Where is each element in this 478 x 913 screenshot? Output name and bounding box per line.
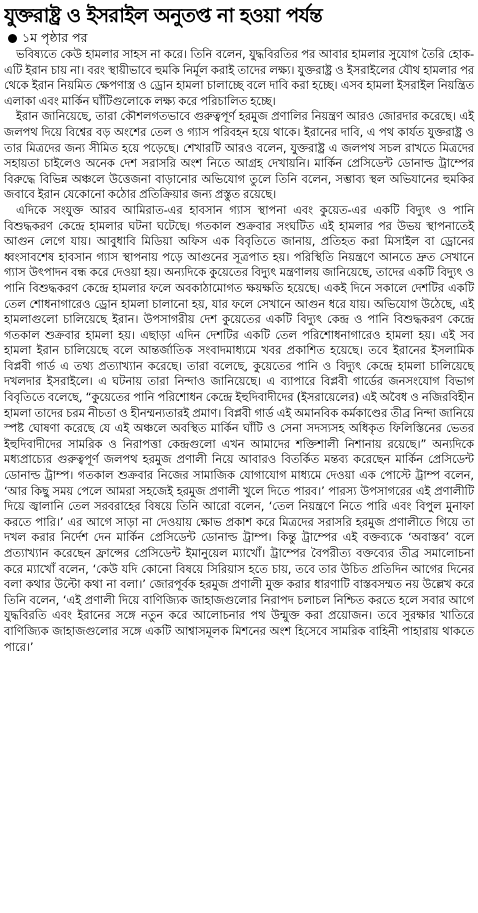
article-paragraph: ভবিষ্যতে কেউ হামলার সাহস না করে। তিনি বলেন, যুদ্ধবিরতির পর আবার হামলার সুযোগ তৈরি হোক- এটি ইরান চায় না। বরং স্থায়ীভাবে হুমকি নির্মূল করাই তাদের লক্ষ্য। যুক্তরাষ্ট্র ও ইসরাইলের যৌথ হামলার পর থেকে ইরান নিয়মিত ক্ষেপণাস্ত্র ও ড্রোন হামলা চালাচ্ছে বলে দাবি করা হচ্ছে। এসব হামলা ইসরাইল নিয়ন্ত্রিত এলাকা এবং মার্কিন ঘাঁটিগুলোকে লক্ষ্য করে পরিচালিত হচ্ছে। bbox=[4, 47, 474, 108]
headline: যুক্তরাষ্ট্র ও ইসরাইল অনুতপ্ত না হওয়া পর্যন্ত bbox=[4, 4, 323, 27]
bullet-icon bbox=[8, 34, 17, 43]
article-paragraph: এদিকে সংযুক্ত আরব আমিরাত-এর হাবসান গ্যাস স্থাপনা এবং কুয়েত-এর একটি বিদ্যুৎ ও পানি বিশুদ্ধকরণ কেন্দ্রে হামলার ঘটনা ঘটেছে। গতকাল শুক্রবার সংঘটিত এই হামলার পর উভয় স্থাপনাতেই আগুন লেগে যায়। আবুধাবি মিডিয়া অফিস এক বিবৃতিতে জানায়, প্রতিহত করা মিসাইল বা ড্রোনের ধ্বংসাবশেষ হাবসান গ্যাস স্থাপনায় পড়ে আগুনের সূত্রপাত হয়। পরিস্থিতি নিয়ন্ত্রণে আনতে দ্রুত সেখানে গ্যাস উৎপাদন বন্ধ করে দেওয়া হয়। অন্যদিকে কুয়েতের বিদ্যুৎ মন্ত্রণালয় জানিয়েছে, তাদের একটি বিদ্যুৎ ও পানি বিশুদ্ধকরণ কেন্দ্রে হামলার ফলে অবকাঠামোগত ক্ষয়ক্ষতি হয়েছে। একই দিনে সকালে দেশটির একটি তেল শোধনাগারেও ড্রোন হামলা চালানো হয়, যার ফলে সেখানে আগুন ধরে যায়। অভিযোগ উঠেছে, এই হামলাগুলো চালিয়েছে ইরান। উপসাগরীয় দেশ কুয়েতের একটি বিদ্যুৎ কেন্দ্র ও পানি বিশুদ্ধকরণ কেন্দ্রে গতকাল শুক্রবার হামলা হয়। এছাড়া এদিন দেশটির একটি তেল পরিশোধনাগারেও হামলা হয়। এই সব হামলা ইরান চালিয়েছে বলে আন্তর্জাতিক সংবাদমাধ্যমে খবর প্রকাশিত হয়েছে। তবে ইরানের ইসলামিক বিপ্লবী গার্ড এ তথ্য প্রত্যাখ্যান করেছে। তারা বলেছে, কুয়েতের পানি ও বিদ্যুৎ কেন্দ্রে হামলা চালিয়েছে দখলদার ইসরাইলে। এ ঘটনায় তারা নিন্দাও জানিয়েছে। এ ব্যাপারে বিপ্লবী গার্ডের জনসংযোগ বিভাগ বিবৃতিতে বলেছে, “কুয়েতের পানি পরিশোধন কেন্দ্রে ইহুদিবাদীদের (ইসরায়েলের) এই অবৈধ ও নজিরবিহীন হামলা তাদের চরম নীচতা ও হীনম্মন্যতারই প্রমাণ। বিপ্লবী গার্ড এই অমানবিক কর্মকাণ্ডের তীব্র নিন্দা জানিয়ে স্পষ্ট ঘোষণা করেছে যে এই অঞ্চলে অবস্থিত মার্কিন ঘাঁটি ও সেনা সদস্যসহ অধিকৃত ফিলিস্তিনের ভেতর ইহুদিবাদীদের সামরিক ও নিরাপত্তা কেন্দ্রগুলো এখন আমাদের শক্তিশালী নিশানায় রয়েছে।” অন্যদিকে মধ্যপ্রাচ্যের গুরুত্বপূর্ণ জলপথ হরমুজ প্রণালী নিয়ে আবারও বিতর্কিত মন্তব্য করেছেন মার্কিন প্রেসিডেন্ট ডোনাল্ড ট্রাম্প। গতকাল শুক্রবার নিজের সামাজিক যোগাযোগ মাধ্যমে দেওয়া এক পোস্টে ট্রাম্প বলেন, ‘আর কিছু সময় পেলে আমরা সহজেই হরমুজ প্রণালী খুলে দিতে পারব।’ পারস্য উপসাগরের এই প্রণালীটি দিয়ে জ্বালানি তেল সরবরাহের বিষয়ে তিনি আরো বলেন, ‘তেল নিয়ন্ত্রণে নিতে পারি এবং বিপুল মুনাফা করতে পারি।’ এর আগে সাড়া না দেওয়ায় ক্ষোভ প্রকাশ করে মিত্রদের সরাসরি হরমুজ প্রণালীতে গিয়ে তা দখল করার নির্দেশ দেন মার্কিন প্রেসিডেন্ট ডোনাল্ড ট্রাম্প। কিন্তু ট্রাম্পের এই বক্তব্যকে ‘অবাস্তব’ বলে প্রত্যাখ্যান করেছেন ফ্রান্সের প্রেসিডেন্ট ইমানুয়েল ম্যাখোঁ। ট্রাম্পের বৈপরীত্য বক্তব্যের তীব্র সমালোচনা করে ম্যাখোঁ বলেন, ‘কেউ যদি কোনো বিষয়ে সিরিয়াস হতে চায়, তবে তার উচিত প্রতিদিন আগের দিনের বলা কথার উল্টো কথা না বলা।’ জোরপূর্বক হরমুজ প্রণালী মুক্ত করার ধারণাটি বাস্তবসম্মত নয় উল্লেখ করে তিনি বলেন, ‘এই প্রণালী দিয়ে বাণিজ্যিক জাহাজগুলোর নিরাপদ চলাচল নিশ্চিত করতে হলে সবার আগে যুদ্ধবিরতি এবং ইরানের সঙ্গে নতুন করে আলোচনার পথ উন্মুক্ত করা প্রয়োজন। তবে সুরক্ষার খাতিরে বাণিজ্যিক জাহাজগুলোর সঙ্গে একটি আশ্বাসমূলক মিশনের অংশ হিসেবে সামরিক বাহিনী পাহারায় থাকতে পারে।’ bbox=[4, 202, 474, 654]
article-body bbox=[4, 47, 474, 655]
continued-from-label: ১ম পৃষ্ঠার পর bbox=[22, 30, 88, 45]
article-paragraph: ইরান জানিয়েছে, তারা কৌশলগতভাবে গুরুত্বপূর্ণ হরমুজ প্রণালির নিয়ন্ত্রণ আরও জোরদার করেছে। এই জলপথ দিয়ে বিশ্বের বড় অংশের তেল ও গ্যাস পরিবহন হয়ে থাকে। ইরানের দাবি, এ পথ কার্যত যুক্তরাষ্ট্র ও তার মিত্রদের জন্য সীমিত হয়ে পড়েছে। শেখারটি আরও বলেন, যুক্তরাষ্ট্র এ জলপথ সচল রাখতে মিত্রদের সহায়তা চাইলেও অনেক দেশ সরাসরি অংশ নিতে আগ্রহ দেখায়নি। মার্কিন প্রেসিডেন্ট ডোনাল্ড ট্রাম্পের বিরুদ্ধে বিভিন্ন অঞ্চলে উত্তেজনা বাড়ানোর অভিযোগ তুলে তিনি বলেন, সম্ভাব্য স্থল অভিযানের হুমকির জবাবে ইরান যেকোনো কঠোর প্রতিক্রিয়ার জন্য প্রস্তুত রয়েছে। bbox=[4, 109, 474, 202]
continued-from-marker bbox=[8, 30, 474, 46]
